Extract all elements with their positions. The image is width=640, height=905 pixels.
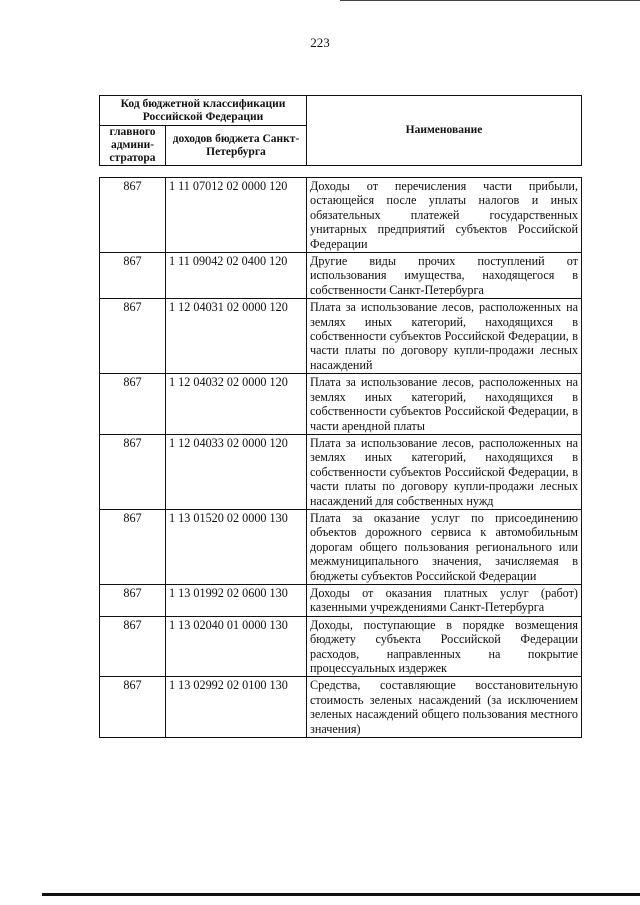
table-row bbox=[100, 374, 582, 435]
admin-code-cell: 867 bbox=[100, 253, 166, 299]
table-row bbox=[100, 299, 582, 374]
income-code-cell: 1 12 04032 02 0000 120 bbox=[166, 374, 307, 435]
table-row bbox=[100, 677, 582, 738]
admin-code-cell: 867 bbox=[100, 178, 166, 253]
table-row bbox=[100, 509, 582, 584]
admin-code-cell: 867 bbox=[100, 374, 166, 435]
income-name-cell: Плата за оказание услуг по присоединению объектов дорожного сервиса к автомобильным дорогам общего пользования регионального или межмуниципального значения, зачисляемая в бюджеты субъектов Российской Федерации bbox=[307, 509, 582, 584]
income-code-cell: 1 13 02992 02 0100 130 bbox=[166, 677, 307, 738]
table-row bbox=[100, 253, 582, 299]
table-row bbox=[100, 434, 582, 509]
page-number: 223 bbox=[310, 35, 330, 50]
bottom-border-line bbox=[42, 893, 640, 896]
income-code-cell: 1 12 04031 02 0000 120 bbox=[166, 299, 307, 374]
income-name-cell: Доходы от перечисления части прибыли, остающейся после уплаты налогов и иных обязательных платежей государственных унитарных предприятий субъектов Российской Федерации bbox=[307, 178, 582, 253]
income-table bbox=[99, 177, 582, 738]
admin-code-cell: 867 bbox=[100, 509, 166, 584]
income-name-cell: Плата за использование лесов, расположенных на землях иных категорий, находящихся в собственности субъектов Российской Федерации, в части арендной платы bbox=[307, 374, 582, 435]
table-row bbox=[100, 584, 582, 616]
income-name-cell: Другие виды прочих поступлений от использования имущества, находящегося в собственности Санкт-Петербурга bbox=[307, 253, 582, 299]
income-name-cell: Плата за использование лесов, расположенных на землях иных категорий, находящихся в собственности субъектов Российской Федерации, в части платы по договору купли-продажи лесных насаждений для собственных нужд bbox=[307, 434, 582, 509]
classification-title: Код бюджетной классификации Российской Федерации bbox=[100, 96, 307, 126]
income-code-cell: 1 12 04033 02 0000 120 bbox=[166, 434, 307, 509]
income-code-cell: 1 11 09042 02 0400 120 bbox=[166, 253, 307, 299]
admin-code-cell: 867 bbox=[100, 584, 166, 616]
header-admin-column: главного админи-стратора bbox=[100, 126, 166, 166]
income-name-cell: Средства, составляющие восстановительную стоимость зеленых насаждений (за исключением зеленых насаждений общего пользования местного значения) bbox=[307, 677, 582, 738]
table-row bbox=[100, 616, 582, 677]
header-name-column: Наименование bbox=[307, 96, 582, 166]
header-income-column: доходов бюджета Санкт-Петербурга bbox=[166, 126, 307, 166]
income-name-cell: Плата за использование лесов, расположенных на землях иных категорий, находящихся в собственности субъектов Российской Федерации, в части платы по договору купли-продажи лесных насаждений bbox=[307, 299, 582, 374]
income-name-cell: Доходы, поступающие в порядке возмещения бюджету субъекта Российской Федерации расходов, направленных на покрытие процессуальных издержек bbox=[307, 616, 582, 677]
income-code-cell: 1 13 01520 02 0000 130 bbox=[166, 509, 307, 584]
admin-code-cell: 867 bbox=[100, 299, 166, 374]
income-code-cell: 1 13 01992 02 0600 130 bbox=[166, 584, 307, 616]
admin-code-cell: 867 bbox=[100, 434, 166, 509]
admin-code-cell: 867 bbox=[100, 616, 166, 677]
income-name-cell: Доходы от оказания платных услуг (работ) казенными учреждениями Санкт-Петербурга bbox=[307, 584, 582, 616]
income-code-cell: 1 13 02040 01 0000 130 bbox=[166, 616, 307, 677]
income-code-cell: 1 11 07012 02 0000 120 bbox=[166, 178, 307, 253]
admin-code-cell: 867 bbox=[100, 677, 166, 738]
table-row bbox=[100, 178, 582, 253]
top-border-line bbox=[340, 0, 640, 1]
table-header bbox=[99, 95, 582, 166]
